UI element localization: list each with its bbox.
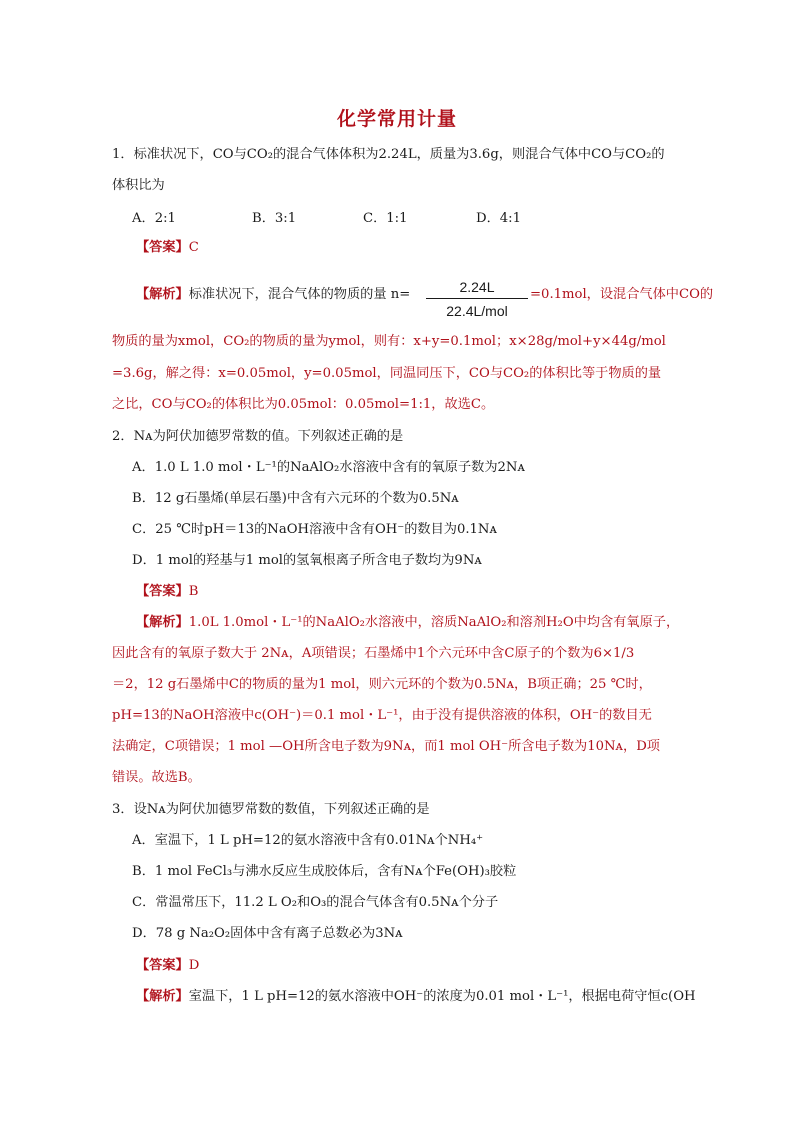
- analysis-label: 【解析】: [136, 615, 189, 630]
- answer-label: 【答案】: [136, 240, 189, 255]
- option-a: A．2:1: [132, 211, 176, 226]
- answer-label: 【答案】: [136, 584, 189, 599]
- option-d: D．4:1: [476, 211, 521, 226]
- analysis-text: 室温下，1 L pH=12的氨水溶液中OH⁻的浓度为0.01 mol・L⁻¹，根据电荷守恒c(OH: [188, 989, 696, 1004]
- question-1-options: [132, 207, 552, 227]
- fraction-denominator: 22.4L/mol: [446, 303, 508, 319]
- answer-value: B: [188, 584, 199, 599]
- option-a: A．室温下，1 L pH=12的氨水溶液中含有0.01Nᴀ个NH₄⁺: [132, 833, 484, 848]
- question-1-analysis-first: [136, 285, 410, 305]
- option-c: C．1:1: [363, 211, 408, 226]
- option-d: D．78 g Na₂O₂固体中含有离子总数必为3Nᴀ: [132, 926, 403, 941]
- analysis-line: 之比，CO与CO₂的体积比为0.05mol：0.05mol=1:1，故选C。: [112, 397, 495, 412]
- question-1-stem-cont: 体积比为: [112, 178, 165, 193]
- question-3-answer: [136, 956, 199, 976]
- fraction-numerator: 2.24L: [459, 279, 495, 295]
- answer-value: D: [188, 958, 200, 973]
- option-d: D．1 mol的羟基与1 mol的氢氧根离子所含电子数均为9Nᴀ: [132, 553, 482, 568]
- question-2-answer: [136, 582, 198, 602]
- fraction-bar: [426, 298, 528, 299]
- analysis-text-a: 标准状况下，混合气体的物质的量 n=: [188, 287, 411, 302]
- analysis-label: 【解析】: [136, 287, 189, 302]
- molar-fraction: [426, 278, 528, 320]
- option-b: B．3:1: [252, 211, 297, 226]
- question-2-stem: 2．Nᴀ为阿伏加德罗常数的值。下列叙述正确的是: [112, 429, 404, 444]
- analysis-line: =3.6g，解之得：x=0.05mol，y=0.05mol，同温同压下，CO与CO₂的体积比等于物质的量: [112, 366, 662, 381]
- option-a: A．1.0 L 1.0 mol・L⁻¹的NaAlO₂水溶液中含有的氧原子数为2Nᴀ: [132, 460, 525, 475]
- question-3-analysis-first: [136, 987, 696, 1007]
- analysis-line: 物质的量为xmol，CO₂的物质的量为ymol，则有：x+y=0.1mol；x×28g/mol+y×44g/mol: [112, 334, 666, 349]
- analysis-text-b: =0.1mol，设混合气体中CO的: [530, 287, 714, 302]
- analysis-label: 【解析】: [136, 989, 189, 1004]
- option-b: B．12 g石墨烯(单层石墨)中含有六元环的个数为0.5Nᴀ: [132, 491, 459, 506]
- analysis-line: ＝2，12 g石墨烯中C的物质的量为1 mol，则六元环的个数为0.5Nᴀ，B项正确；25 ℃时，: [112, 677, 652, 692]
- analysis-line: pH=13的NaOH溶液中c(OH⁻)＝0.1 mol・L⁻¹，由于没有提供溶液的体积，OH⁻的数目无: [112, 708, 652, 723]
- analysis-line: 因此含有的氧原子数大于 2Nᴀ，A项错误；石墨烯中1个六元环中含C原子的个数为6×1/3: [112, 646, 635, 661]
- question-2-analysis-first: [136, 613, 679, 633]
- option-c: C．常温常压下，11.2 L O₂和O₃的混合气体含有0.5Nᴀ个分子: [132, 895, 499, 910]
- question-1-answer: [136, 238, 199, 258]
- page-title: 化学常用计量: [336, 108, 457, 130]
- analysis-text: 1.0L 1.0mol・L⁻¹的NaAlO₂水溶液中，溶质NaAlO₂和溶剂H₂O中均含有氧原子，: [188, 615, 680, 630]
- option-b: B．1 mol FeCl₃与沸水反应生成胶体后，含有Nᴀ个Fe(OH)₃胶粒: [132, 864, 517, 879]
- analysis-line: 法确定，C项错误；1 mol —OH所含电子数为9Nᴀ，而1 mol OH⁻所含电子数为10Nᴀ，D项: [112, 739, 660, 754]
- question-1-stem: 1．标准状况下，CO与CO₂的混合气体体积为2.24L，质量为3.6g，则混合气体中CO与CO₂的: [112, 147, 665, 162]
- analysis-line: 错误。故选B。: [112, 770, 201, 785]
- question-3-stem: 3．设Nᴀ为阿伏加德罗常数的数值，下列叙述正确的是: [112, 802, 430, 817]
- answer-label: 【答案】: [136, 958, 189, 973]
- option-c: C．25 ℃时pH＝13的NaOH溶液中含有OH⁻的数目为0.1Nᴀ: [132, 522, 497, 537]
- answer-value: C: [188, 240, 199, 255]
